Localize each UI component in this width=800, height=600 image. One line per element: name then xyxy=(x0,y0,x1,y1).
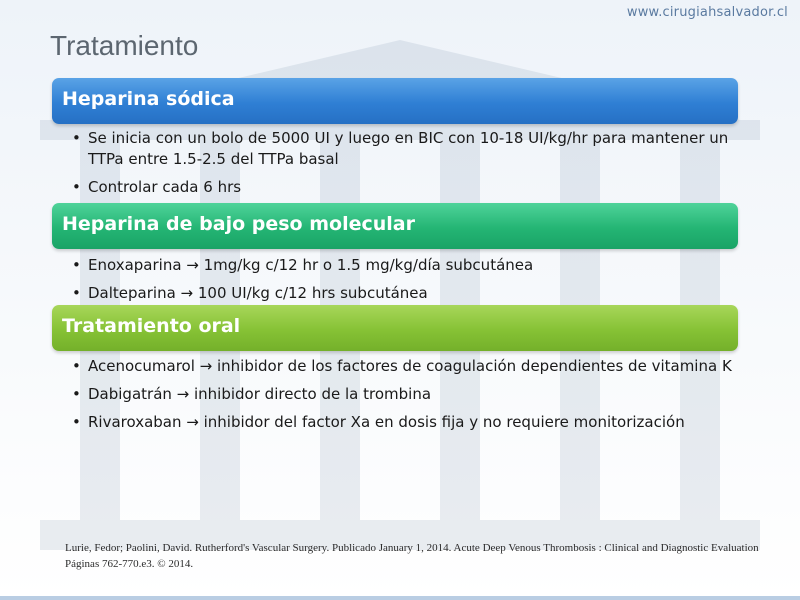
list-item: • Controlar cada 6 hrs xyxy=(72,177,732,198)
section-bullets-heparina-sodica xyxy=(72,128,732,205)
section-heading-label: Heparina de bajo peso molecular xyxy=(62,213,415,235)
list-item: • Enoxaparina → 1mg/kg c/12 hr o 1.5 mg/kg/día subcutánea xyxy=(72,255,732,276)
list-item: • Dalteparina → 100 UI/kg c/12 hrs subcutánea xyxy=(72,283,732,304)
section-heading-heparina-sodica xyxy=(52,78,738,124)
bottom-divider xyxy=(0,596,800,600)
list-item: • Dabigatrán → inhibidor directo de la trombina xyxy=(72,384,732,405)
section-bullets-hbpm xyxy=(72,255,732,311)
section-bullets-tratamiento-oral xyxy=(72,356,732,440)
page-title: Tratamiento xyxy=(50,30,199,61)
reference-citation: Lurie, Fedor; Paolini, David. Rutherford's Vascular Surgery. Publicado January 1, 2014. Acute Deep Venous Thrombosis : Clinical and Diagnostic Evaluation Páginas 762-770.e3. © 2014. xyxy=(65,542,759,570)
site-url: www.cirugiahsalvador.cl xyxy=(626,5,788,20)
list-item: • Se inicia con un bolo de 5000 UI y luego en BIC con 10-18 UI/kg/hr para mantener un TTPa entre 1.5-2.5 del TTPa basal xyxy=(72,128,732,170)
section-heading-label: Heparina sódica xyxy=(62,88,235,110)
list-item: • Acenocumarol → inhibidor de los factores de coagulación dependientes de vitamina K xyxy=(72,356,732,377)
section-heading-label: Tratamiento oral xyxy=(62,315,241,337)
section-heading-hbpm xyxy=(52,203,738,249)
list-item: • Rivaroxaban → inhibidor del factor Xa en dosis fija y no requiere monitorización xyxy=(72,412,732,433)
section-heading-tratamiento-oral xyxy=(52,305,738,351)
